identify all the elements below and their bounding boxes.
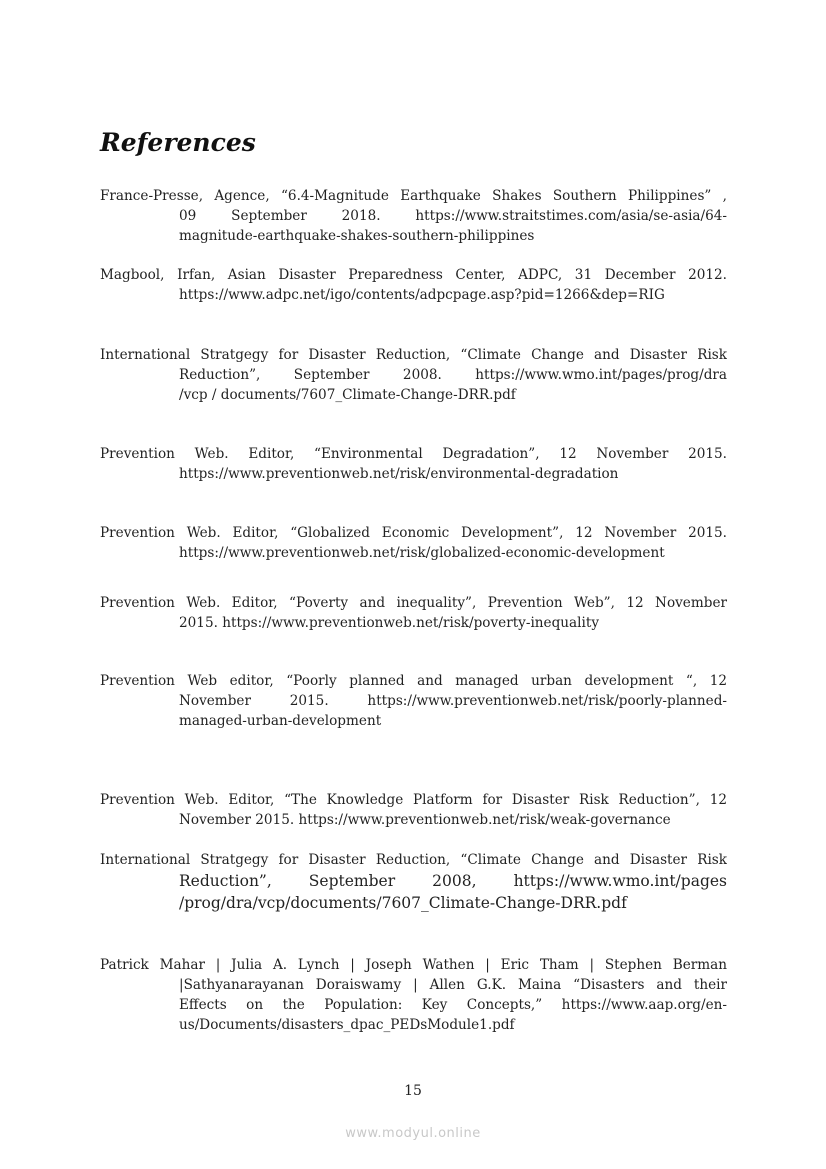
reference-continuation-line: magnitude-earthquake-shakes-southern-philippines xyxy=(179,228,535,244)
reference-entry xyxy=(100,790,727,830)
reference-continuation-line: November 2015. https://www.preventionweb.net/risk/poorly-planned- xyxy=(179,693,727,709)
reference-first-line: Prevention Web. Editor, “Poverty and inequality”, Prevention Web”, 12 November xyxy=(100,595,727,611)
reference-entry xyxy=(100,345,727,405)
reference-first-line: International Stratgegy for Disaster Reduction, “Climate Change and Disaster Risk xyxy=(100,347,727,363)
reference-continuation-line: Reduction”, September 2008. https://www.wmo.int/pages/prog/dra xyxy=(179,367,727,383)
reference-continuation-line: https://www.preventionweb.net/risk/environmental-degradation xyxy=(179,466,619,482)
reference-first-line: Prevention Web. Editor, “Environmental Degradation”, 12 November 2015. xyxy=(100,446,727,462)
reference-entry xyxy=(100,265,727,305)
reference-continuation-line: Effects on the Population: Key Concepts,” https://www.aap.org/en- xyxy=(179,997,727,1013)
reference-first-line: Patrick Mahar | Julia A. Lynch | Joseph Wathen | Eric Tham | Stephen Berman xyxy=(100,957,727,973)
reference-continuation-line: /vcp / documents/7607_Climate-Change-DRR.pdf xyxy=(179,387,516,403)
reference-continuation-line: us/Documents/disasters_dpac_PEDsModule1.pdf xyxy=(179,1017,515,1033)
reference-continuation-line: managed-urban-development xyxy=(179,713,382,729)
reference-first-line: France-Presse, Agence, “6.4-Magnitude Earthquake Shakes Southern Philippines” , xyxy=(100,188,727,204)
reference-continuation-line: |Sathyanarayanan Doraiswamy | Allen G.K. Maina “Disasters and their xyxy=(179,977,727,993)
watermark: www.modyul.online xyxy=(345,1126,481,1141)
page-title: References xyxy=(100,128,256,157)
reference-entry xyxy=(100,955,727,1035)
reference-continuation-line: 2015. https://www.preventionweb.net/risk/poverty-inequality xyxy=(179,615,599,631)
reference-first-line: Magbool, Irfan, Asian Disaster Preparedness Center, ADPC, 31 December 2012. xyxy=(100,267,727,283)
reference-continuation-line: November 2015. https://www.preventionweb.net/risk/weak-governance xyxy=(179,812,671,828)
reference-continuation-line: Reduction”, September 2008, https://www.wmo.int/pages xyxy=(179,872,727,890)
page-number: 15 xyxy=(404,1083,422,1099)
reference-first-line: Prevention Web editor, “Poorly planned and managed urban development “, 12 xyxy=(100,673,727,689)
reference-first-line: Prevention Web. Editor, “The Knowledge Platform for Disaster Risk Reduction”, 12 xyxy=(100,792,727,808)
reference-entry xyxy=(100,671,727,731)
reference-continuation-line: https://www.adpc.net/igo/contents/adpcpage.asp?pid=1266&dep=RIG xyxy=(179,287,665,303)
reference-entry xyxy=(100,186,727,246)
reference-continuation-line: 09 September 2018. https://www.straitstimes.com/asia/se-asia/64- xyxy=(179,208,727,224)
reference-entry xyxy=(100,850,727,914)
reference-continuation-line: /prog/dra/vcp/documents/7607_Climate-Change-DRR.pdf xyxy=(179,894,627,912)
reference-first-line: Prevention Web. Editor, “Globalized Economic Development”, 12 November 2015. xyxy=(100,525,727,541)
reference-first-line: International Stratgegy for Disaster Reduction, “Climate Change and Disaster Risk xyxy=(100,852,727,868)
reference-entry xyxy=(100,523,727,563)
reference-entry xyxy=(100,444,727,484)
reference-entry xyxy=(100,593,727,633)
reference-continuation-line: https://www.preventionweb.net/risk/globalized-economic-development xyxy=(179,545,665,561)
